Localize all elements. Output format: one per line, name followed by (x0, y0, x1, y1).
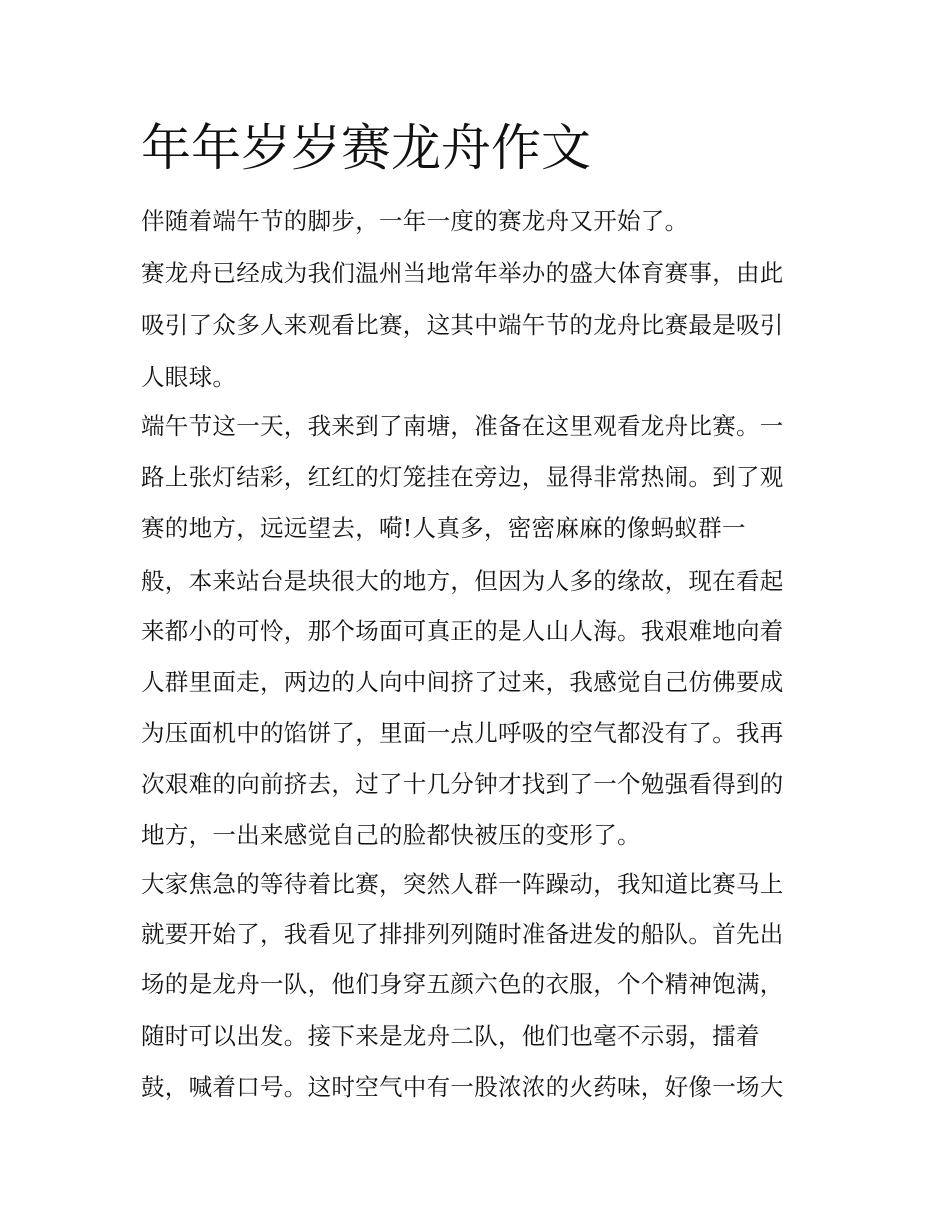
text-line: 人群里面走，两边的人向中间挤了过来，我感觉自己仿佛要成 (141, 668, 784, 696)
text-line: 吸引了众多人来观看比赛，这其中端午节的龙舟比赛最是吸引 (141, 311, 784, 339)
text-line: 次艰难的向前挤去，过了十几分钟才找到了一个勉强看得到的 (141, 770, 784, 798)
text-line: 路上张灯结彩，红红的灯笼挂在旁边，显得非常热闹。到了观 (141, 463, 784, 491)
text-line: 来都小的可怜，那个场面可真正的是人山人海。我艰难地向着 (141, 617, 784, 645)
text-line: 大家焦急的等待着比赛，突然人群一阵躁动，我知道比赛马上 (141, 870, 784, 898)
text-line: 赛龙舟已经成为我们温州当地常年举办的盛大体育赛事，由此 (141, 259, 784, 287)
text-line: 人眼球。 (141, 363, 237, 391)
text-line: 般，本来站台是块很大的地方，但因为人多的缘故，现在看起 (141, 567, 784, 595)
document-title: 年年岁岁赛龙舟作文 (141, 119, 591, 177)
text-line: 场的是龙舟一队，他们身穿五颜六色的衣服，个个精神饱满， (141, 970, 784, 998)
text-line: 就要开始了，我看见了排排列列随时准备进发的船队。首先出 (141, 920, 784, 948)
text-line: 地方，一出来感觉自己的脸都快被压的变形了。 (141, 821, 641, 849)
text-line: 随时可以出发。接下来是龙舟二队，他们也毫不示弱，擂着 (141, 1022, 760, 1050)
text-line: 端午节这一天，我来到了南塘，准备在这里观看龙舟比赛。一 (141, 412, 784, 440)
text-line: 赛的地方，远远望去，嗬!人真多，密密麻麻的像蚂蚁群一 (141, 514, 746, 542)
text-line: 鼓，喊着口号。这时空气中有一股浓浓的火药味，好像一场大 (141, 1073, 784, 1101)
text-line: 伴随着端午节的脚步，一年一度的赛龙舟又开始了。 (141, 207, 689, 235)
document-page (141, 0, 813, 1229)
text-line: 为压面机中的馅饼了，里面一点儿呼吸的空气都没有了。我再 (141, 719, 784, 747)
